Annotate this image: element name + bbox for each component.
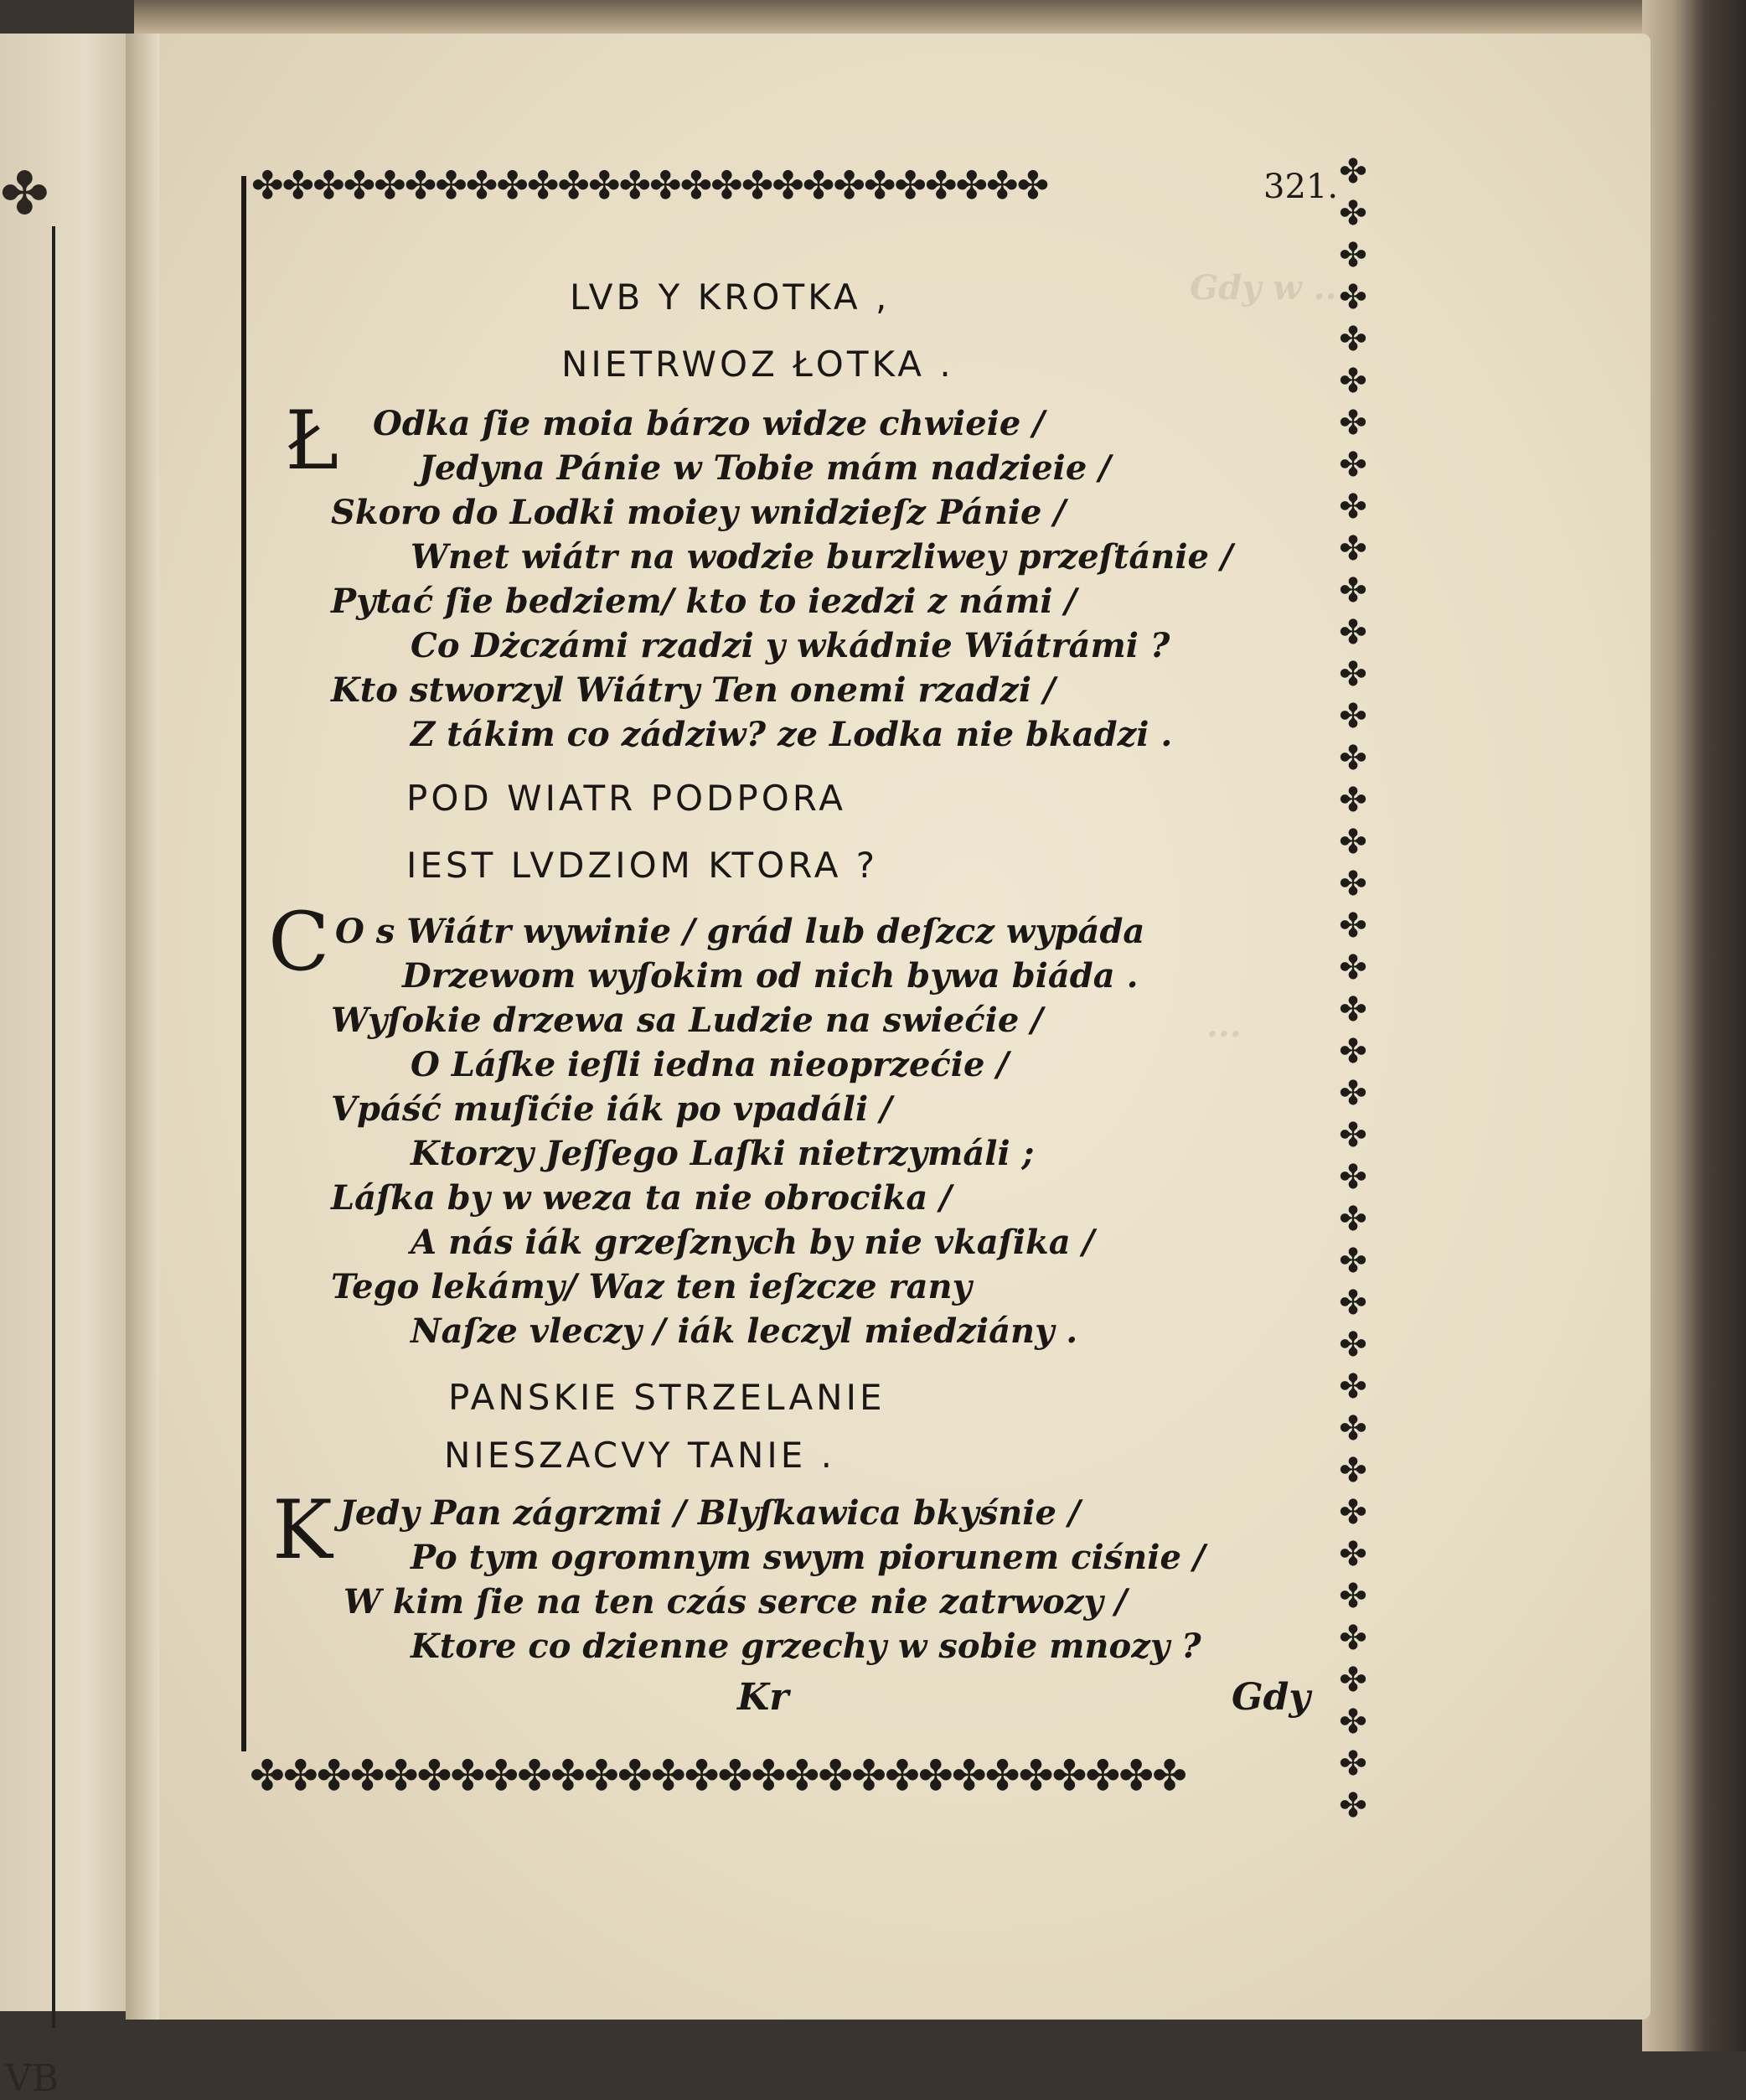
ornament-glyph: ✤: [1339, 1787, 1367, 1825]
section-1-initial: Ł: [285, 394, 339, 488]
verse-line: Tego lekámy/ Waz ten ieſzcze rany: [331, 1267, 972, 1306]
ornament-glyph: ✤: [1339, 1535, 1367, 1574]
verse-line: O Láſke ieſli iedna nieoprzećie /: [411, 1045, 1009, 1084]
left-page-rule: [52, 226, 55, 2028]
page-number: 321.: [1263, 168, 1339, 206]
ornament-glyph: ✤: [1339, 572, 1367, 610]
top-ornament-border: ✤✤✤✤✤✤✤✤✤✤✤✤✤✤✤✤✤✤✤✤✤✤✤✤✤✤: [251, 166, 1048, 204]
ornament-glyph: ✤: [1339, 1619, 1367, 1658]
ornament-glyph: ✤: [1339, 1409, 1367, 1448]
ornament-glyph: ✤: [1339, 1158, 1367, 1197]
verse-line: Z tákim co zádziw? ze Lodka nie bkadzi .: [411, 715, 1173, 754]
verse-line: Kto stworzyl Wiátry Ten onemi rzadzi /: [331, 670, 1056, 710]
ornament-glyph: ✤: [1339, 907, 1367, 945]
ornament-glyph: ✤: [1339, 488, 1367, 526]
verse-line: Wnet wiátr na wodzie burzliwey przeſtánie /: [411, 537, 1233, 577]
left-page: [0, 34, 142, 2011]
ornament-glyph: ✤: [1339, 446, 1367, 484]
verse-line: Vpáść muſićie iák po vpadáli /: [331, 1089, 892, 1129]
left-page-catchword: VB: [5, 2057, 59, 2100]
ornament-glyph: ✤: [1339, 865, 1367, 903]
ornament-glyph: ✤: [1339, 1242, 1367, 1280]
ornament-glyph: ✤: [1339, 991, 1367, 1029]
section-2-title-line-1: POD WIATR PODPORA: [406, 778, 846, 819]
verse-line: Jedyna Pánie w Tobie mám nadzieie /: [419, 448, 1111, 488]
bottom-ornament-border: ✤✤✤✤✤✤✤✤✤✤✤✤✤✤✤✤✤✤✤✤✤✤✤✤✤✤✤✤: [250, 1751, 1186, 1800]
ornament-glyph: ✤: [1339, 194, 1367, 233]
verse-line: Naſze vleczy / iák leczyl miedziány .: [411, 1311, 1078, 1351]
verse-line: Ktorzy Jeſſego Laſki nietrzymáli ;: [411, 1134, 1035, 1173]
verse-line: Po tym ogromnym swym piorunem ciśnie /: [411, 1538, 1206, 1577]
ornament-glyph: ✤: [1339, 739, 1367, 778]
ornament-glyph: ✤: [1339, 153, 1367, 191]
ornament-glyph: ✤: [1339, 1032, 1367, 1071]
ornament-glyph: ✤: [1339, 1200, 1367, 1239]
section-3-initial: K: [272, 1483, 333, 1577]
verse-line: Jedy Pan zágrzmi / Blyſkawica bkyśnie /: [339, 1493, 1081, 1533]
section-3-title-line-2: NIESZACVY TANIE .: [444, 1435, 835, 1476]
ornament-glyph: ✤: [1339, 1493, 1367, 1532]
book-gutter: [126, 34, 159, 2020]
right-ornament-border: [1328, 151, 1378, 1860]
ornament-glyph: ✤: [1339, 781, 1367, 820]
ornament-glyph: ✤: [1339, 823, 1367, 861]
section-1-title-line-2: NIETRWOZ ŁOTKA .: [561, 344, 954, 385]
verse-line: Láſka by w weza ta nie obrocika /: [331, 1178, 952, 1218]
ornament-glyph: ✤: [1339, 949, 1367, 987]
ornament-glyph: ✤: [1339, 1368, 1367, 1406]
ornament-glyph: ✤: [1339, 655, 1367, 694]
section-3-title-line-1: PANSKIE STRZELANIE: [448, 1377, 886, 1418]
ornament-glyph: ✤: [1339, 697, 1367, 736]
ornament-glyph: ✤: [1339, 1703, 1367, 1741]
ornament-glyph: ✤: [1339, 1661, 1367, 1699]
ornament-glyph: ✤: [1339, 1116, 1367, 1155]
book-right-edge: [1642, 0, 1746, 2051]
left-page-ornament: ✤: [0, 159, 44, 228]
ornament-glyph: ✤: [1339, 320, 1367, 359]
ornament-glyph: ✤: [1339, 1577, 1367, 1616]
ornament-glyph: ✤: [1339, 530, 1367, 568]
verse-line: O s Wiátr wywinie / grád lub deſzcz wypáda: [335, 912, 1145, 951]
verse-line: Drzewom wyſokim od nich bywa biáda .: [402, 956, 1139, 996]
section-2-title-line-2: IEST LVDZIOM KTORA ?: [406, 845, 879, 886]
ornament-glyph: ✤: [1339, 1451, 1367, 1490]
catchword-signature: Kr: [737, 1676, 789, 1719]
catchword-next-page: Gdy: [1232, 1676, 1310, 1719]
ornament-glyph: ✤: [1339, 1284, 1367, 1322]
section-2-initial: C: [268, 895, 330, 989]
ornament-glyph: ✤: [1339, 404, 1367, 442]
section-1-title-line-1: LVB Y KROTKA ,: [570, 277, 891, 318]
verse-line: Skoro do Lodki moiey wnidzieſz Pánie /: [331, 493, 1067, 532]
verse-line: Co Dżczámi rzadzi y wkádnie Wiátrámi ?: [411, 626, 1170, 665]
frame-left-rule: [241, 176, 246, 1751]
verse-line: Pytać ſie bedziem/ kto to iezdzi z námi /: [331, 582, 1077, 621]
ornament-glyph: ✤: [1339, 613, 1367, 652]
verse-line: Ktore co dzienne grzechy w sobie mnozy ?: [411, 1627, 1201, 1666]
ornament-glyph: ✤: [1339, 362, 1367, 401]
ornament-glyph: ✤: [1339, 236, 1367, 275]
ornament-glyph: ✤: [1339, 1074, 1367, 1113]
verse-line: Odka ſie moia bárzo widze chwieie /: [373, 404, 1045, 443]
ornament-glyph: ✤: [1339, 1745, 1367, 1783]
ornament-glyph: ✤: [1339, 278, 1367, 317]
verse-line: Wyſokie drzewa sa Ludzie na swiećie /: [331, 1001, 1043, 1040]
verse-line: W kim ſie na ten czás serce nie zatrwozy /: [344, 1582, 1128, 1622]
ornament-glyph: ✤: [1339, 1326, 1367, 1364]
verse-line: A nás iák grzeſznych by nie vkaſika /: [411, 1223, 1095, 1262]
